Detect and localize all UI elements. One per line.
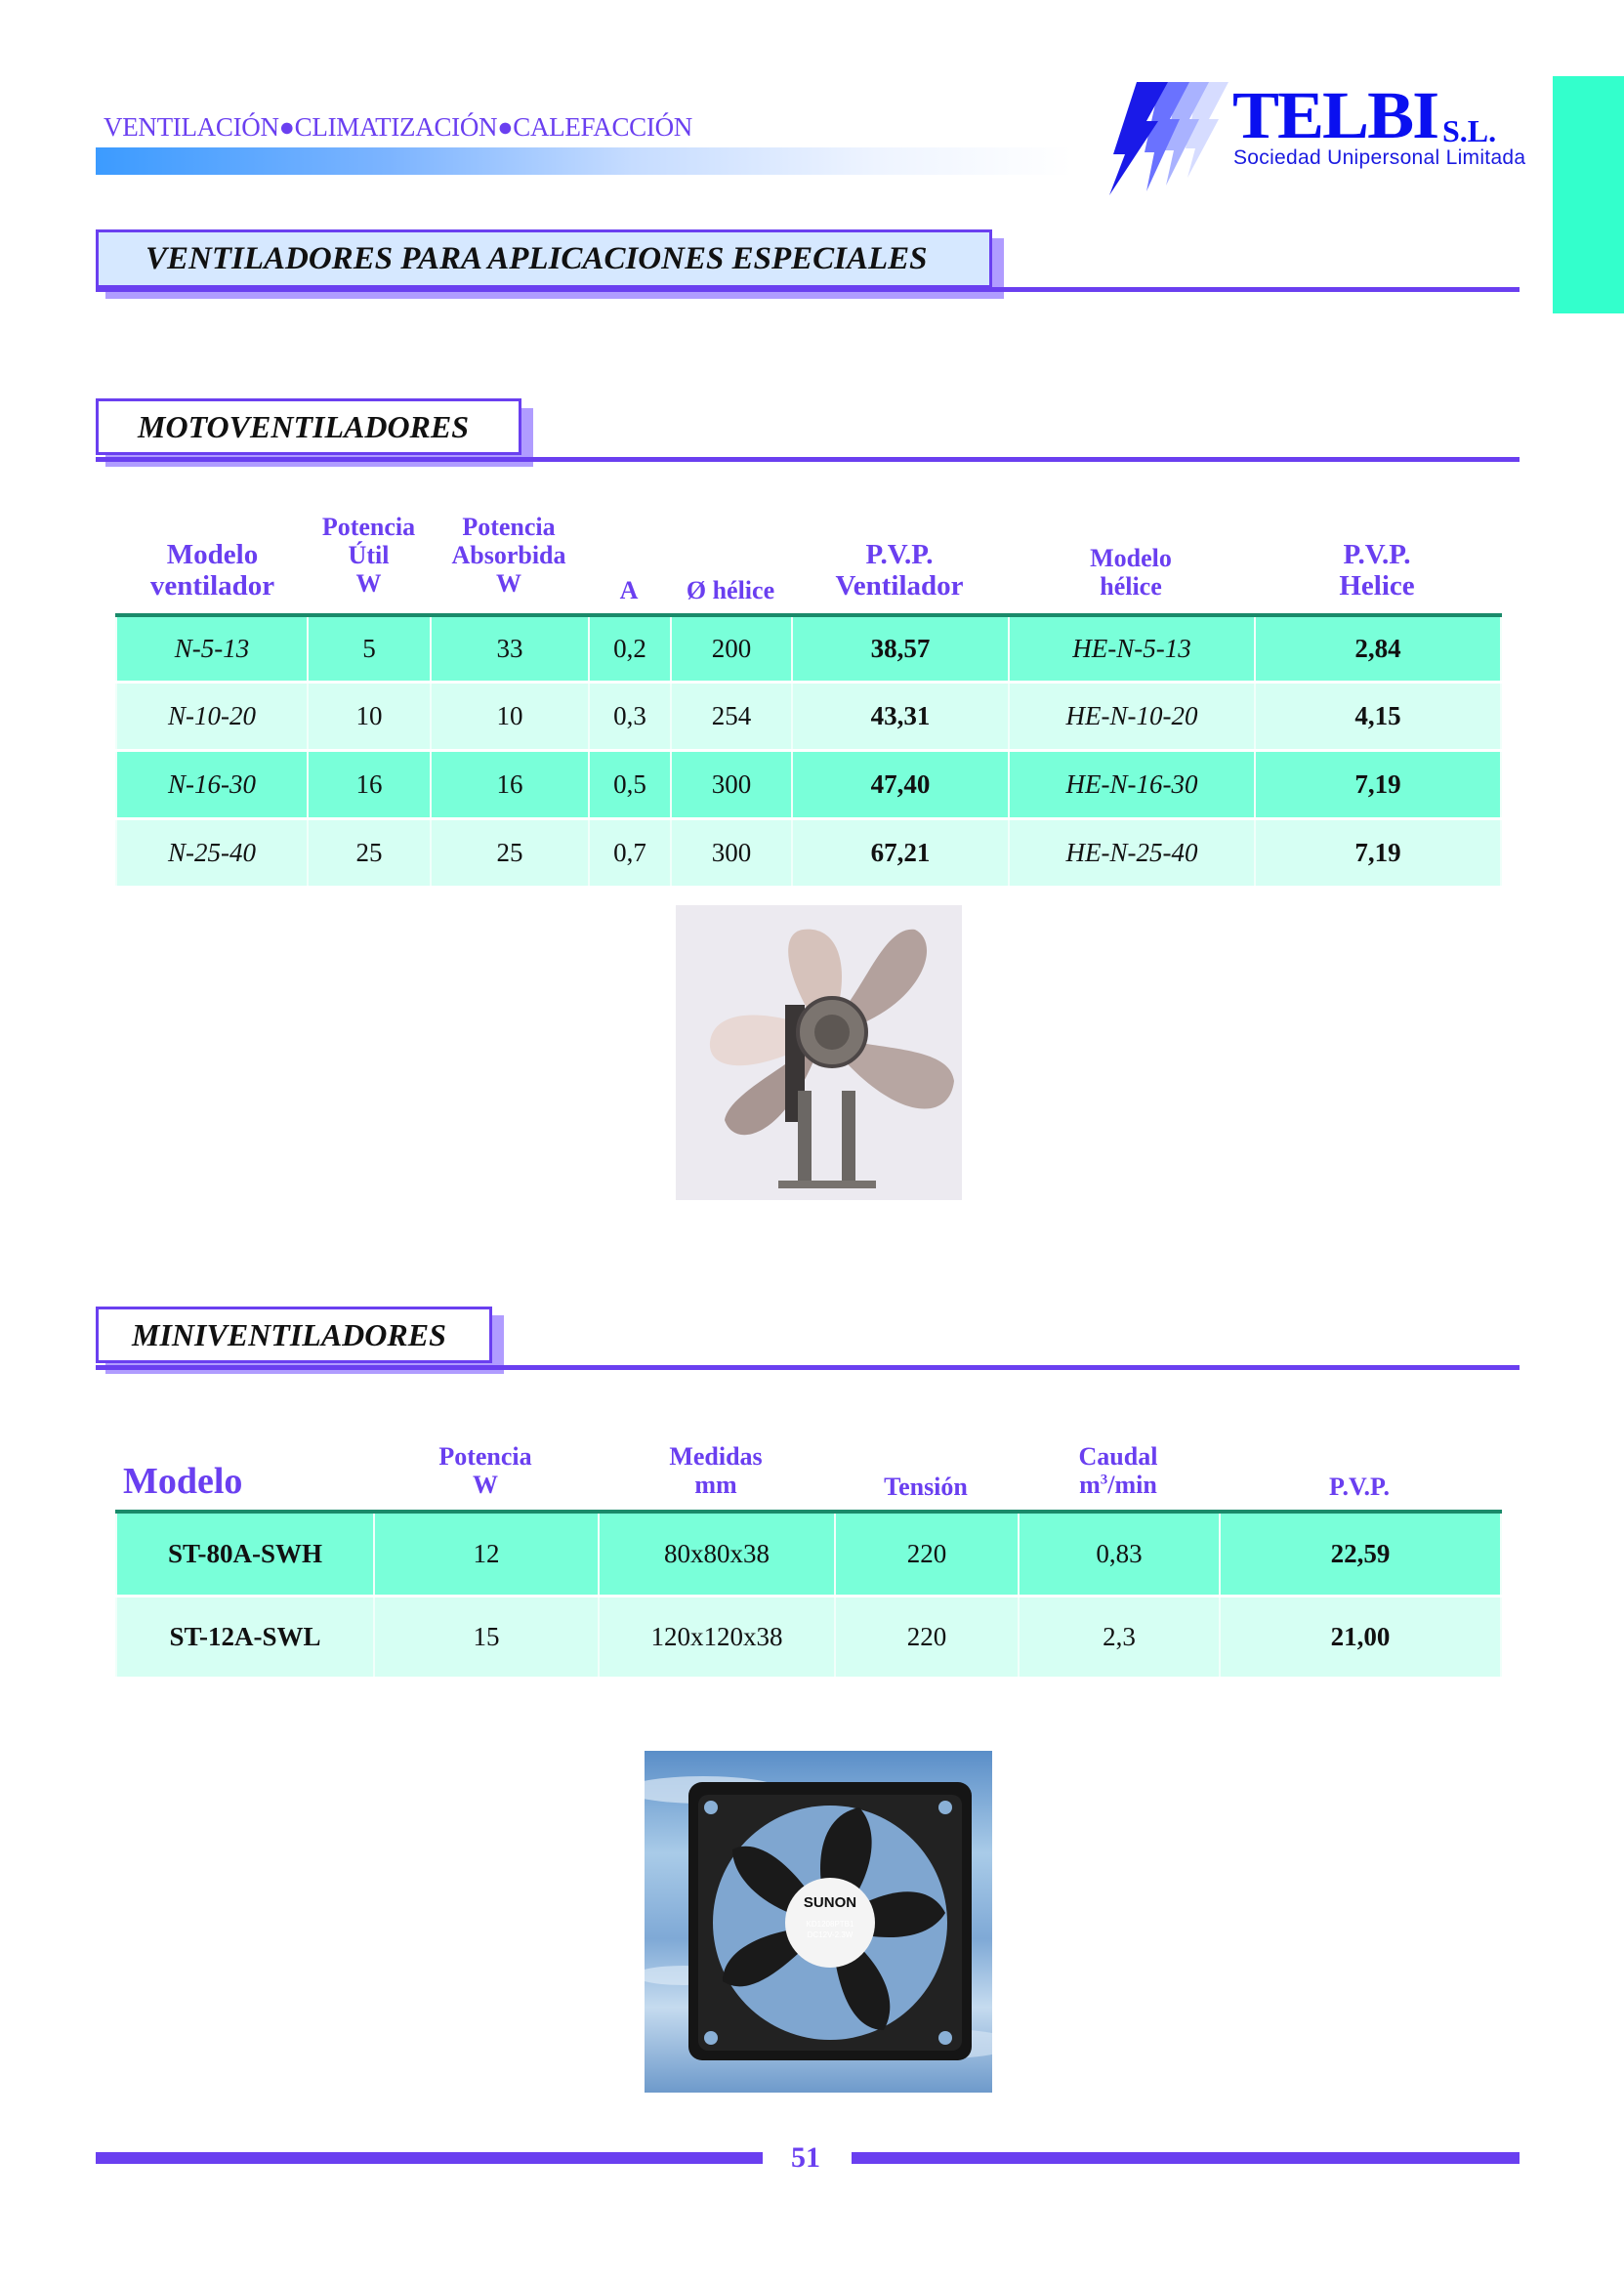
header-line: W bbox=[355, 569, 382, 599]
header-line: W bbox=[496, 569, 521, 599]
side-color-tab bbox=[1553, 76, 1624, 313]
cell-potencia: 12 bbox=[374, 1512, 599, 1596]
sunon-fan-photo bbox=[645, 1751, 992, 2093]
header-line: Caudal bbox=[1078, 1442, 1158, 1471]
cell-modelo: ST-12A-SWL bbox=[116, 1596, 374, 1678]
cell-potencia-util: 10 bbox=[308, 682, 431, 750]
miniventiladores-title-rule bbox=[96, 1365, 1520, 1370]
col-header-modelo-helice bbox=[1008, 544, 1254, 601]
fan-model-label: KD1208PTB1 bbox=[806, 1920, 854, 1929]
header-line: Modelo bbox=[1090, 544, 1172, 572]
header-line: mm bbox=[694, 1471, 737, 1500]
cell-potencia-util: 25 bbox=[308, 818, 431, 887]
col-header-amperios bbox=[588, 576, 670, 604]
table-row bbox=[116, 1596, 1501, 1678]
col-header-potencia bbox=[373, 1442, 598, 1499]
cell-pvp-ventilador: 38,57 bbox=[792, 615, 1009, 682]
cell-pvp: 22,59 bbox=[1220, 1512, 1501, 1596]
header-line: Potencia bbox=[321, 513, 416, 541]
header-line: P.V.P. bbox=[1329, 1473, 1390, 1501]
col-header-pvp bbox=[1219, 1473, 1500, 1501]
unit-per-min: /min bbox=[1107, 1471, 1157, 1500]
header-line: ventilador bbox=[149, 570, 275, 602]
cell-diametro-helice: 300 bbox=[671, 750, 792, 818]
cell-potencia-util: 16 bbox=[308, 750, 431, 818]
cell-pvp-ventilador: 43,31 bbox=[792, 682, 1009, 750]
logo-suffix: S.L. bbox=[1442, 113, 1497, 148]
cell-diametro-helice: 300 bbox=[671, 818, 792, 887]
cell-amperios: 0,5 bbox=[589, 750, 671, 818]
miniventiladores-table bbox=[115, 1510, 1502, 1680]
cell-tension: 220 bbox=[835, 1596, 1019, 1678]
cell-potencia-util: 5 bbox=[308, 615, 431, 682]
motor-fan-illustration bbox=[676, 905, 962, 1200]
cell-modelo: N-25-40 bbox=[116, 818, 308, 887]
col-header-modelo-ventilador bbox=[117, 539, 308, 602]
cell-amperios: 0,7 bbox=[589, 818, 671, 887]
cell-modelo-helice: HE-N-25-40 bbox=[1009, 818, 1255, 887]
motoventiladores-table bbox=[115, 613, 1502, 889]
col-header-medidas bbox=[598, 1442, 834, 1499]
cell-potencia-absorbida: 16 bbox=[431, 750, 589, 818]
header-line: Útil bbox=[348, 541, 390, 570]
header-line: hélice bbox=[1100, 572, 1162, 602]
miniventiladores-title: MINIVENTILADORES bbox=[132, 1316, 446, 1352]
header-line: Modelo bbox=[123, 1461, 243, 1502]
footer-rule-left bbox=[96, 2152, 763, 2164]
cell-potencia-absorbida: 33 bbox=[431, 615, 589, 682]
cell-modelo-helice: HE-N-10-20 bbox=[1009, 682, 1255, 750]
page-title-box bbox=[96, 229, 992, 288]
table-row bbox=[116, 682, 1501, 750]
cell-diametro-helice: 200 bbox=[671, 615, 792, 682]
header-tagline: VENTILACIÓN●CLIMATIZACIÓN●CALEFACCIÓN bbox=[104, 112, 692, 142]
cell-potencia-absorbida: 25 bbox=[431, 818, 589, 887]
cell-modelo-helice: HE-N-16-30 bbox=[1009, 750, 1255, 818]
unit-m: m bbox=[1079, 1471, 1101, 1500]
header-line: Ventilador bbox=[835, 570, 964, 602]
cell-modelo: N-10-20 bbox=[116, 682, 308, 750]
col-header-pvp-ventilador bbox=[791, 539, 1008, 602]
header-line: Ø hélice bbox=[686, 576, 775, 604]
header-line: Potencia bbox=[462, 513, 556, 541]
cell-pvp-ventilador: 47,40 bbox=[792, 750, 1009, 818]
cell-medidas: 80x80x38 bbox=[599, 1512, 835, 1596]
cell-amperios: 0,2 bbox=[589, 615, 671, 682]
cell-pvp-helice: 7,19 bbox=[1255, 750, 1501, 818]
cell-caudal: 0,83 bbox=[1019, 1512, 1220, 1596]
cell-medidas: 120x120x38 bbox=[599, 1596, 835, 1678]
footer-rule-right bbox=[852, 2152, 1520, 2164]
header-line: Medidas bbox=[669, 1442, 763, 1471]
cell-modelo-helice: HE-N-5-13 bbox=[1009, 615, 1255, 682]
header-line: A bbox=[619, 576, 639, 604]
page-title: VENTILADORES PARA APLICACIONES ESPECIALES bbox=[146, 240, 928, 276]
col-header-modelo bbox=[123, 1461, 318, 1503]
motoventiladores-title-box bbox=[96, 398, 521, 455]
motor-fan-photo bbox=[676, 905, 962, 1200]
col-header-potencia-absorbida bbox=[430, 513, 588, 598]
header-line: W bbox=[473, 1471, 498, 1500]
cell-modelo: N-16-30 bbox=[116, 750, 308, 818]
motoventiladores-title-rule bbox=[96, 457, 1520, 462]
header-line: Helice bbox=[1339, 570, 1415, 602]
cell-pvp-helice: 4,15 bbox=[1255, 682, 1501, 750]
table-row bbox=[116, 750, 1501, 818]
cell-diametro-helice: 254 bbox=[671, 682, 792, 750]
cell-amperios: 0,3 bbox=[589, 682, 671, 750]
header-line: Tensión bbox=[884, 1473, 968, 1501]
header-line: P.V.P. bbox=[865, 539, 934, 570]
cell-pvp-helice: 7,19 bbox=[1255, 818, 1501, 887]
unit-exponent: 3 bbox=[1100, 1472, 1108, 1488]
header-line bbox=[1018, 1471, 1219, 1499]
cell-caudal: 2,3 bbox=[1019, 1596, 1220, 1678]
header-gradient-bar bbox=[96, 147, 1072, 175]
col-header-diametro-helice bbox=[670, 576, 791, 604]
logo-subtitle: Sociedad Unipersonal Limitada bbox=[1233, 146, 1526, 169]
lightning-bolt-icon bbox=[1103, 80, 1230, 197]
cell-pvp-ventilador: 67,21 bbox=[792, 818, 1009, 887]
miniventiladores-title-box bbox=[96, 1307, 492, 1363]
header-line: Potencia bbox=[438, 1442, 532, 1471]
fan-brand-label: SUNON bbox=[803, 1894, 857, 1911]
header-line: Modelo bbox=[166, 539, 259, 570]
cell-modelo: N-5-13 bbox=[116, 615, 308, 682]
page-number: 51 bbox=[791, 2141, 820, 2174]
header-line: P.V.P. bbox=[1343, 539, 1411, 570]
cell-potencia-absorbida: 10 bbox=[431, 682, 589, 750]
table-row bbox=[116, 1512, 1501, 1596]
col-header-caudal bbox=[1018, 1442, 1219, 1499]
col-header-pvp-helice bbox=[1254, 539, 1500, 602]
cell-tension: 220 bbox=[835, 1512, 1019, 1596]
table-row bbox=[116, 818, 1501, 887]
fan-spec-label: DC12V-2.3W bbox=[807, 1930, 854, 1939]
cell-modelo: ST-80A-SWH bbox=[116, 1512, 374, 1596]
motoventiladores-title: MOTOVENTILADORES bbox=[138, 408, 470, 444]
table-row bbox=[116, 615, 1501, 682]
axial-fan-illustration bbox=[645, 1751, 992, 2093]
col-header-potencia-util bbox=[308, 513, 430, 598]
logo-name: TELBI bbox=[1232, 78, 1438, 152]
col-header-tension bbox=[834, 1473, 1018, 1501]
cell-pvp-helice: 2,84 bbox=[1255, 615, 1501, 682]
header-line: Absorbida bbox=[451, 541, 566, 570]
cell-pvp: 21,00 bbox=[1220, 1596, 1501, 1678]
cell-potencia: 15 bbox=[374, 1596, 599, 1678]
